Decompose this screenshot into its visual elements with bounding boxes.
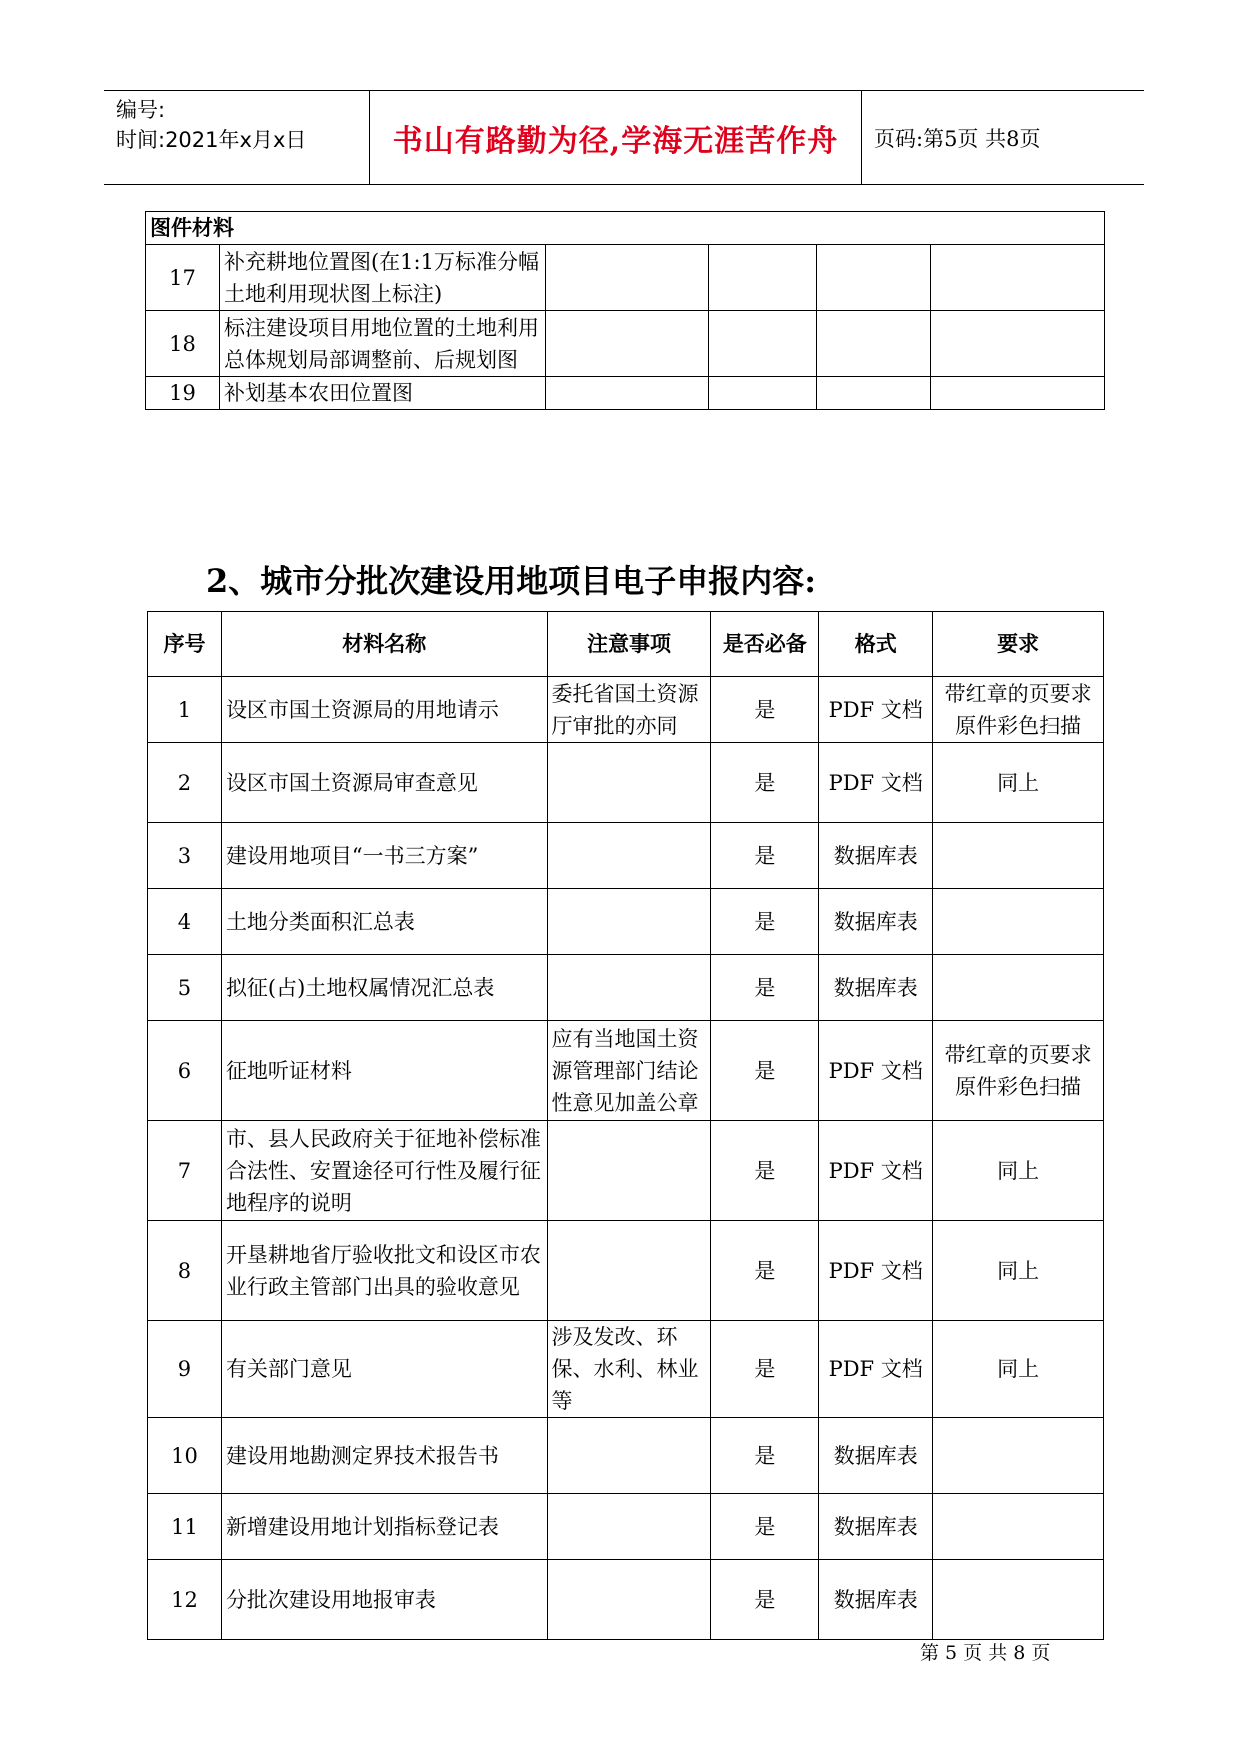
table-row [148,1221,1104,1321]
table-row [148,743,1104,823]
table1-section-title: 图件材料 [146,212,1105,245]
required-cell: 是 [711,1494,819,1560]
table-row [148,1021,1104,1121]
material-name: 土地分类面积汇总表 [221,889,547,955]
format-cell: PDF 文档 [819,743,933,823]
requirement-cell [933,1418,1104,1494]
motto: 书山有路勤为径,学海无涯苦作舟 [370,91,862,184]
material-name: 征地听证材料 [221,1021,547,1121]
table-header-row [148,612,1104,677]
col-header: 是否必备 [711,612,819,677]
row-number: 10 [148,1418,222,1494]
row-number: 12 [148,1560,222,1640]
material-name: 市、县人民政府关于征地补偿标准合法性、安置途径可行性及履行征地程序的说明 [221,1121,547,1221]
note-cell [547,889,711,955]
col-header: 格式 [819,612,933,677]
row-number: 17 [146,245,220,311]
row-number: 2 [148,743,222,823]
page-label: 页码:第5页 共8页 [874,126,1041,151]
material-name: 补划基本农田位置图 [219,377,545,410]
required-cell: 是 [711,743,819,823]
page-footer: 第 5 页 共 8 页 [920,1642,1051,1664]
e-declaration-table [147,611,1104,1640]
note-cell [547,1221,711,1321]
row-number: 7 [148,1121,222,1221]
required-cell: 是 [711,677,819,743]
requirement-cell: 同上 [933,743,1104,823]
note-cell: 涉及发改、环保、水利、林业等 [547,1321,711,1418]
row-number: 18 [146,311,220,377]
required-cell: 是 [711,1021,819,1121]
table-row [148,1321,1104,1418]
format-cell: PDF 文档 [819,677,933,743]
material-name: 分批次建设用地报审表 [221,1560,547,1640]
requirement-cell: 带红章的页要求原件彩色扫描 [933,677,1104,743]
format-cell: PDF 文档 [819,1221,933,1321]
requirement-cell [933,1494,1104,1560]
row-number: 9 [148,1321,222,1418]
row-number: 8 [148,1221,222,1321]
section-title: 2、城市分批次建设用地项目电子申报内容: [206,562,817,600]
format-cell: 数据库表 [819,955,933,1021]
note-cell [547,955,711,1021]
format-cell: 数据库表 [819,1494,933,1560]
note-cell [547,1494,711,1560]
note-cell [547,1560,711,1640]
material-name: 有关部门意见 [221,1321,547,1418]
requirement-cell [933,823,1104,889]
table-row [146,311,1105,377]
row-number: 5 [148,955,222,1021]
drawings-table [145,211,1105,410]
col-header: 要求 [933,612,1104,677]
required-cell: 是 [711,1321,819,1418]
required-cell: 是 [711,1560,819,1640]
row-number: 3 [148,823,222,889]
material-name: 建设用地项目“一书三方案” [221,823,547,889]
header-left [104,91,370,184]
required-cell: 是 [711,1418,819,1494]
table-row [148,1494,1104,1560]
col-header: 序号 [148,612,222,677]
row-number: 11 [148,1494,222,1560]
note-cell [547,1121,711,1221]
table-row [148,955,1104,1021]
note-cell: 应有当地国土资源管理部门结论性意见加盖公章 [547,1021,711,1121]
table-row [148,1121,1104,1221]
requirement-cell: 同上 [933,1321,1104,1418]
material-name: 设区市国土资源局的用地请示 [221,677,547,743]
table-row [148,823,1104,889]
table-row [148,677,1104,743]
material-name: 开垦耕地省厅验收批文和设区市农业行政主管部门出具的验收意见 [221,1221,547,1321]
format-cell: PDF 文档 [819,1021,933,1121]
required-cell: 是 [711,889,819,955]
table-row [146,377,1105,410]
row-number: 1 [148,677,222,743]
requirement-cell [933,1560,1104,1640]
material-name: 补充耕地位置图(在1:1万标准分幅土地利用现状图上标注) [219,245,545,311]
row-number: 6 [148,1021,222,1121]
table-row [148,889,1104,955]
requirement-cell: 同上 [933,1221,1104,1321]
requirement-cell [933,955,1104,1021]
material-name: 标注建设项目用地位置的土地利用总体规划局部调整前、后规划图 [219,311,545,377]
format-cell: 数据库表 [819,1418,933,1494]
page-header [104,90,1144,185]
requirement-cell: 同上 [933,1121,1104,1221]
requirement-cell [933,889,1104,955]
table-row [146,245,1105,311]
col-header: 材料名称 [221,612,547,677]
table-row [148,1418,1104,1494]
required-cell: 是 [711,1221,819,1321]
row-number: 19 [146,377,220,410]
material-name: 建设用地勘测定界技术报告书 [221,1418,547,1494]
note-cell [547,1418,711,1494]
format-cell: PDF 文档 [819,1121,933,1221]
required-cell: 是 [711,1121,819,1221]
format-cell: 数据库表 [819,823,933,889]
format-cell: PDF 文档 [819,1321,933,1418]
serial-label: 编号: [116,98,166,122]
table-row [148,1560,1104,1640]
note-cell [547,823,711,889]
material-name: 新增建设用地计划指标登记表 [221,1494,547,1560]
material-name: 设区市国土资源局审查意见 [221,743,547,823]
row-number: 4 [148,889,222,955]
note-cell: 委托省国土资源厅审批的亦同 [547,677,711,743]
time-label: 时间:2021年x月x日 [116,128,307,152]
requirement-cell: 带红章的页要求原件彩色扫描 [933,1021,1104,1121]
col-header: 注意事项 [547,612,711,677]
format-cell: 数据库表 [819,1560,933,1640]
note-cell [547,743,711,823]
material-name: 拟征(占)土地权属情况汇总表 [221,955,547,1021]
format-cell: 数据库表 [819,889,933,955]
required-cell: 是 [711,955,819,1021]
required-cell: 是 [711,823,819,889]
